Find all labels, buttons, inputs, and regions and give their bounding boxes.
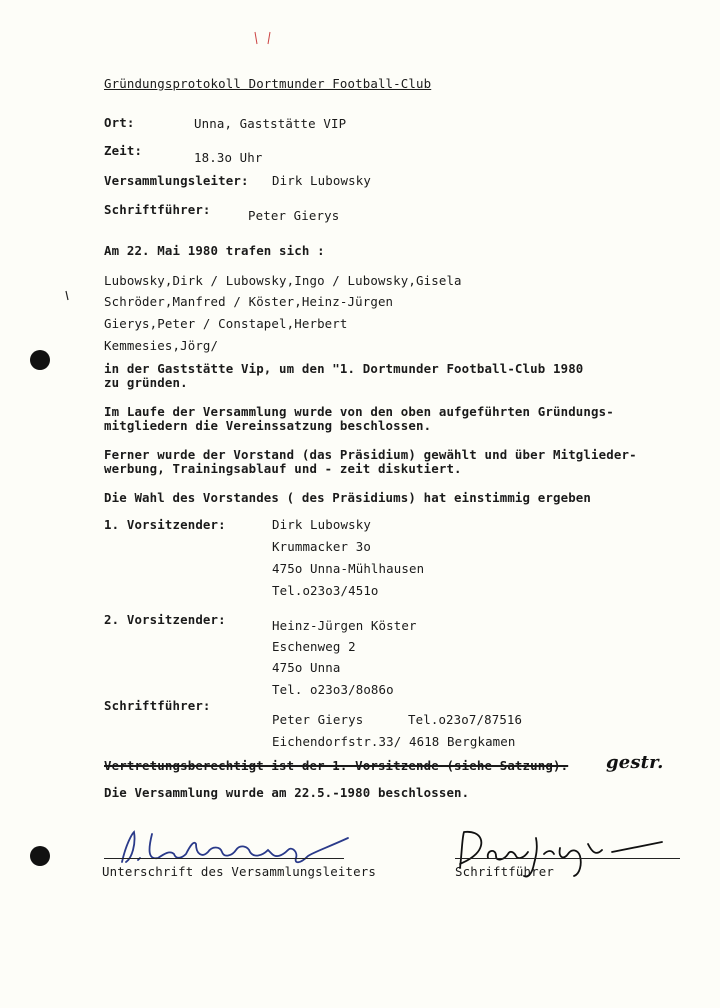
paragraph-line: mitgliedern die Vereinssatzung beschlossen.: [104, 418, 432, 433]
attendee-line: Schröder,Manfred / Köster,Heinz-Jürgen: [104, 294, 394, 309]
chair2-line: Tel. o23o3/8o86o: [272, 682, 394, 697]
chair1-label: 1. Vorsitzender:: [104, 517, 226, 532]
margin-mark: [64, 290, 70, 302]
schrift-label: Schriftführer:: [104, 202, 211, 217]
punch-hole: [30, 846, 50, 866]
secretary-phone: Tel.o23o7/87516: [408, 712, 523, 727]
paragraph-line: Ferner wurde der Vorstand (das Präsidium) gewählt und über Mitglieder-: [104, 447, 637, 462]
zeit-value: 18.3o Uhr: [194, 150, 263, 165]
secretary-label: Schriftführer:: [104, 698, 211, 713]
purpose-line: in der Gaststätte Vip, um den "1. Dortmunder Football-Club 1980: [104, 361, 584, 376]
chair2-line: Heinz-Jürgen Köster: [272, 618, 417, 633]
margin-mark: [252, 30, 276, 48]
punch-hole: [30, 350, 50, 370]
chair1-line: Dirk Lubowsky: [272, 517, 371, 532]
closing-line: Die Versammlung wurde am 22.5.-1980 beschlossen.: [104, 785, 470, 800]
election-line: Die Wahl des Vorstandes ( des Präsidiums) hat einstimmig ergeben: [104, 490, 592, 505]
leiter-value: Dirk Lubowsky: [272, 173, 371, 188]
leiter-label: Versammlungsleiter:: [104, 173, 249, 188]
attendee-line: Lubowsky,Dirk / Lubowsky,Ingo / Lubowsky,Gisela: [104, 273, 462, 288]
chair1-line: Krummacker 3o: [272, 539, 371, 554]
document-title: Gründungsprotokoll Dortmunder Football-Club: [104, 76, 432, 91]
meeting-intro: Am 22. Mai 1980 trafen sich :: [104, 243, 325, 258]
purpose-line: zu gründen.: [104, 375, 188, 390]
chair1-line: Tel.o23o3/451o: [272, 583, 379, 598]
handwritten-note: gestr.: [606, 752, 664, 773]
chair1-line: 475o Unna-Mühlhausen: [272, 561, 425, 576]
struck-line: Vertretungsberechtigt ist der 1. Vorsitzende (siehe Satzung).: [104, 758, 569, 773]
signature-left-caption: Unterschrift des Versammlungsleiters: [102, 864, 376, 879]
chair2-label: 2. Vorsitzender:: [104, 612, 226, 627]
secretary-name: Peter Gierys: [272, 712, 364, 727]
secretary-address: Eichendorfstr.33/ 4618 Bergkamen: [272, 734, 516, 749]
ort-label: Ort:: [104, 115, 135, 130]
signature-left-line: [104, 858, 344, 859]
schrift-value: Peter Gierys: [248, 208, 340, 223]
chair2-line: Eschenweg 2: [272, 639, 356, 654]
signature-right-caption: Schriftführer: [455, 864, 554, 879]
chair2-line: 475o Unna: [272, 660, 341, 675]
paragraph-line: Im Laufe der Versammlung wurde von den oben aufgeführten Gründungs-: [104, 404, 614, 419]
ort-value: Unna, Gaststätte VIP: [194, 116, 347, 131]
signature-right-line: [455, 858, 680, 859]
attendee-line: Kemmesies,Jörg/: [104, 338, 219, 353]
attendee-line: Gierys,Peter / Constapel,Herbert: [104, 316, 348, 331]
paragraph-line: werbung, Trainingsablauf und - zeit diskutiert.: [104, 461, 462, 476]
zeit-label: Zeit:: [104, 143, 143, 158]
